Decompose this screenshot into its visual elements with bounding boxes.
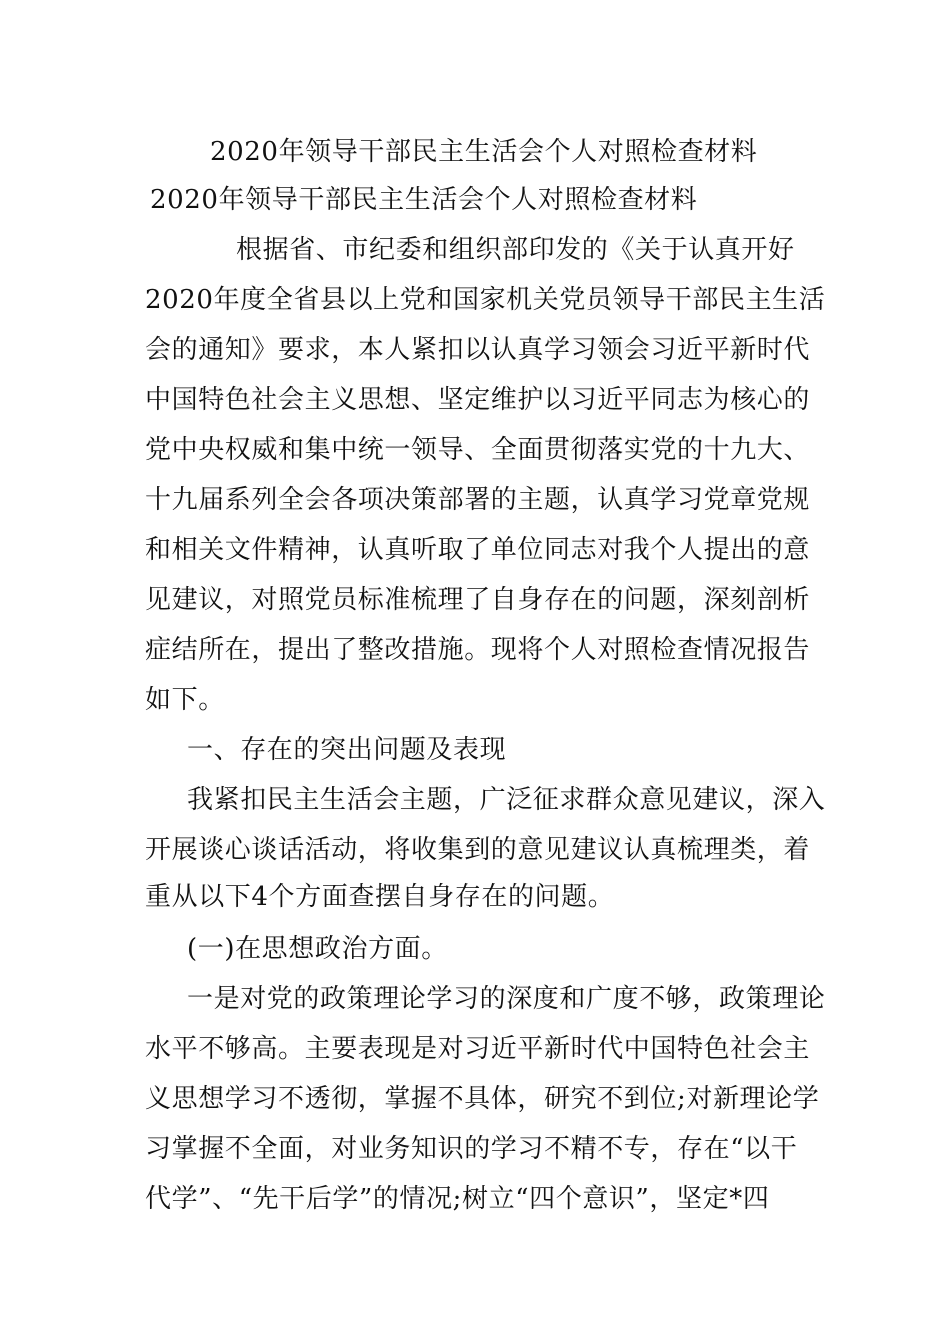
paragraph-line: 党中央权威和集中统一领导、全面贯彻落实党的十九大、 (145, 435, 811, 465)
paragraph-line: 见建议，对照党员标准梳理了自身存在的问题，深刻剖析 (145, 585, 811, 615)
document-title: 2020年领导干部民主生活会个人对照检查材料 (210, 137, 758, 167)
subsection-heading: (一)在思想政治方面。 (187, 934, 448, 964)
paragraph-line: 开展谈心谈话活动，将收集到的意见建议认真梳理类，着 (145, 835, 811, 865)
paragraph-line: 如下。 (145, 685, 225, 715)
paragraph-line: 水平不够高。主要表现是对习近平新时代中国特色社会主 (145, 1034, 811, 1064)
paragraph-line: 习掌握不全面，对业务知识的学习不精不专，存在“以干 (145, 1134, 798, 1164)
paragraph-line: 义思想学习不透彻，掌握不具体，研究不到位;对新理论学 (145, 1084, 820, 1114)
paragraph-line: 和相关文件精神，认真听取了单位同志对我个人提出的意 (145, 535, 811, 565)
paragraph-line: 代学”、“先干后学”的情况;树立“四个意识”，坚定*四 (145, 1184, 770, 1214)
paragraph-line: 中国特色社会主义思想、坚定维护以习近平同志为核心的 (145, 385, 811, 415)
paragraph-line: 一是对党的政策理论学习的深度和广度不够，政策理论 (187, 984, 826, 1014)
paragraph-line: 我紧扣民主生活会主题，广泛征求群众意见建议，深入 (187, 785, 826, 815)
paragraph-line: 症结所在，提出了整改措施。现将个人对照检查情况报告 (145, 635, 811, 665)
paragraph-line: 会的通知》要求，本人紧扣以认真学习领会习近平新时代 (145, 335, 811, 365)
paragraph-line: 十九届系列全会各项决策部署的主题，认真学习党章党规 (145, 485, 811, 515)
paragraph-line: 重从以下4个方面查摆自身存在的问题。 (145, 882, 615, 912)
paragraph-line: 根据省、市纪委和组织部印发的《关于认真开好 (236, 235, 795, 265)
paragraph-line: 2020年度全省县以上党和国家机关党员领导干部民主生活 (145, 285, 826, 315)
document-subtitle: 2020年领导干部民主生活会个人对照检查材料 (150, 185, 698, 215)
section-heading: 一、存在的突出问题及表现 (187, 735, 507, 765)
